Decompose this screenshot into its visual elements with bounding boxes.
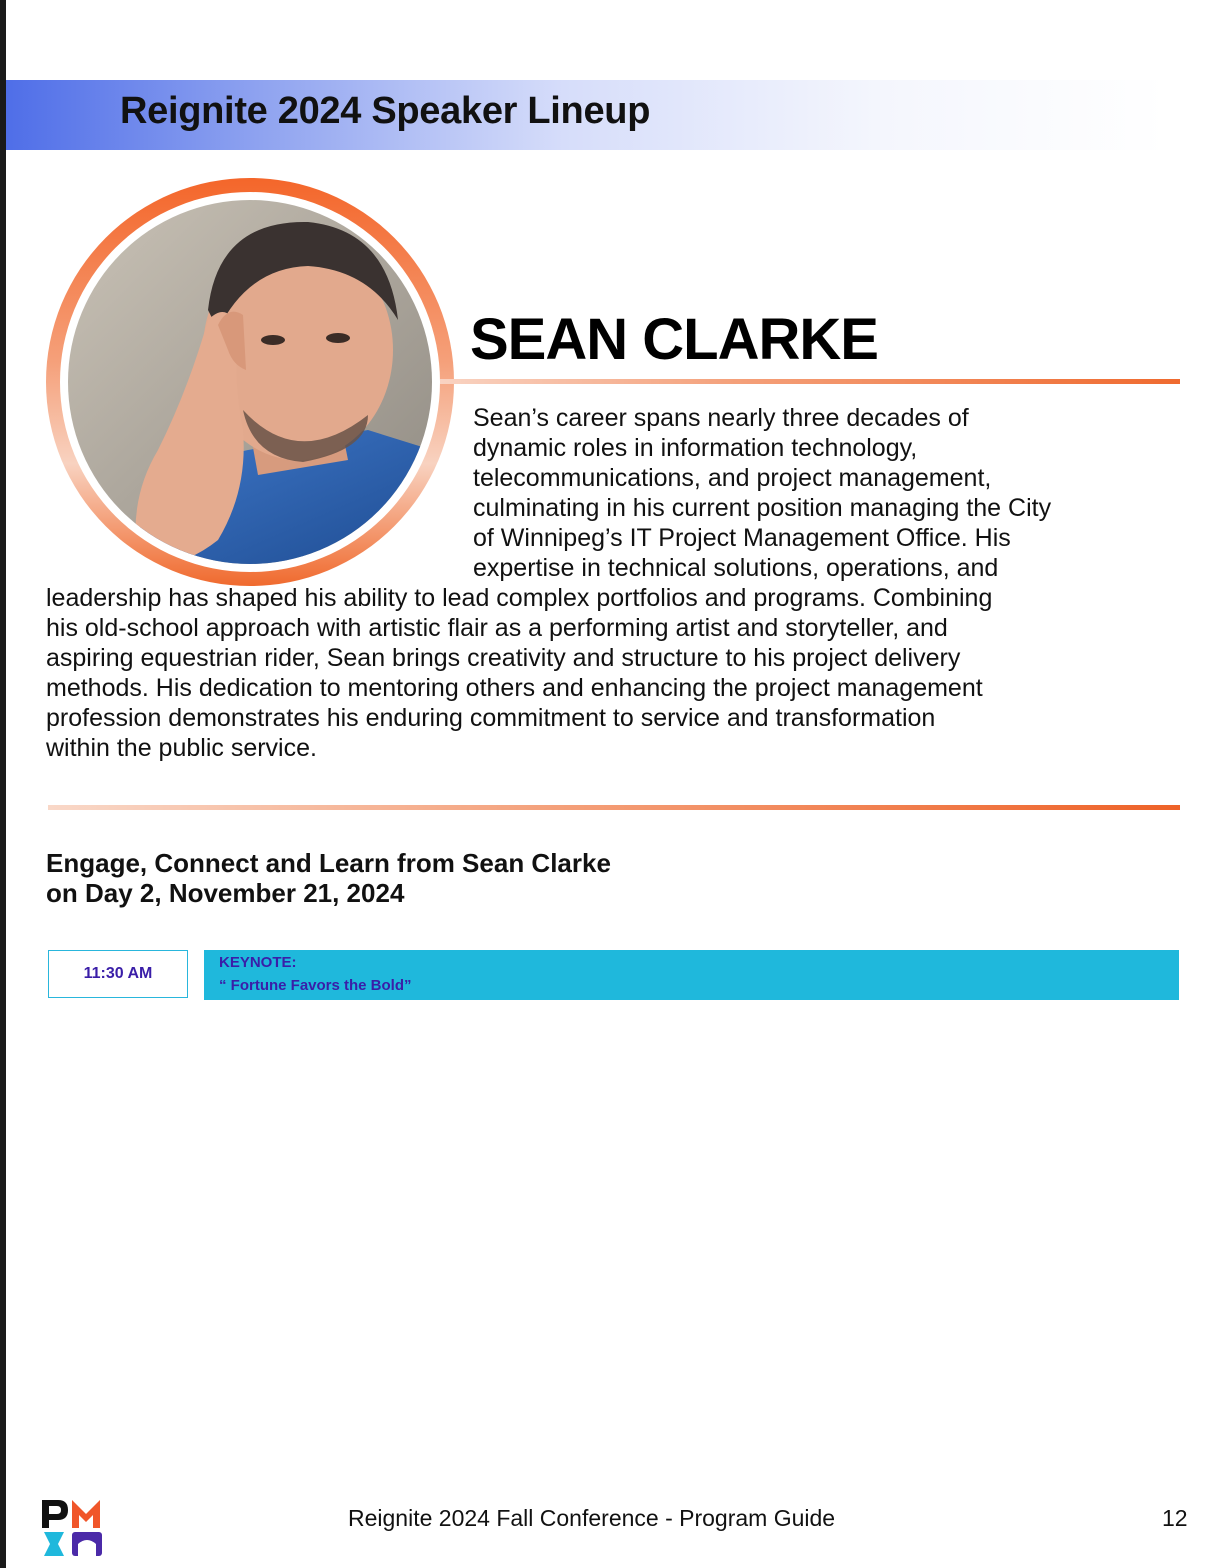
session-bar xyxy=(204,950,1179,1000)
session-type: KEYNOTE: xyxy=(219,954,297,971)
engage-heading xyxy=(46,848,611,908)
page-number: 12 xyxy=(1162,1505,1188,1531)
bio-line: culminating in his current position managing the City xyxy=(473,494,1052,522)
session-title: “ Fortune Favors the Bold” xyxy=(219,977,412,994)
speaker-name: SEAN CLARKE xyxy=(470,307,878,372)
bio-line: Sean’s career spans nearly three decades of xyxy=(473,404,969,432)
page-edge xyxy=(0,0,6,1568)
engage-date: on Day 2, November 21, 2024 xyxy=(46,878,405,908)
speaker-bio-wrapped xyxy=(473,403,1051,583)
footer-text: Reignite 2024 Fall Conference - Program Guide xyxy=(348,1505,836,1531)
speaker-bio-full xyxy=(46,583,992,763)
bio-line: dynamic roles in information technology, xyxy=(473,434,918,462)
bio-line: his old-school approach with artistic flair as a performing artist and storyteller, and xyxy=(46,614,948,642)
bio-line: expertise in technical solutions, operations, and xyxy=(473,554,999,582)
bio-line: methods. His dedication to mentoring others and enhancing the project management xyxy=(46,674,983,702)
bio-line: within the public service. xyxy=(46,734,317,762)
bio-line: aspiring equestrian rider, Sean brings creativity and structure to his project delivery xyxy=(46,644,961,672)
speaker-photo-frame xyxy=(46,178,454,586)
name-divider xyxy=(440,379,1180,384)
page-title: Reignite 2024 Speaker Lineup xyxy=(120,90,651,132)
bio-line: of Winnipeg’s IT Project Management Office. His xyxy=(473,524,1011,552)
pmi-logo-icon xyxy=(42,1498,104,1556)
session-time: 11:30 AM xyxy=(48,950,188,998)
bio-line: profession demonstrates his enduring commitment to service and transformation xyxy=(46,704,936,732)
bio-line: leadership has shaped his ability to lead complex portfolios and programs. Combining xyxy=(46,584,993,612)
speaker-photo xyxy=(68,200,432,564)
speaker-portrait-image xyxy=(68,200,432,564)
bio-line: telecommunications, and project management, xyxy=(473,464,992,492)
engage-line: Engage, Connect and Learn from Sean Clarke xyxy=(46,848,611,878)
section-divider xyxy=(48,805,1180,810)
